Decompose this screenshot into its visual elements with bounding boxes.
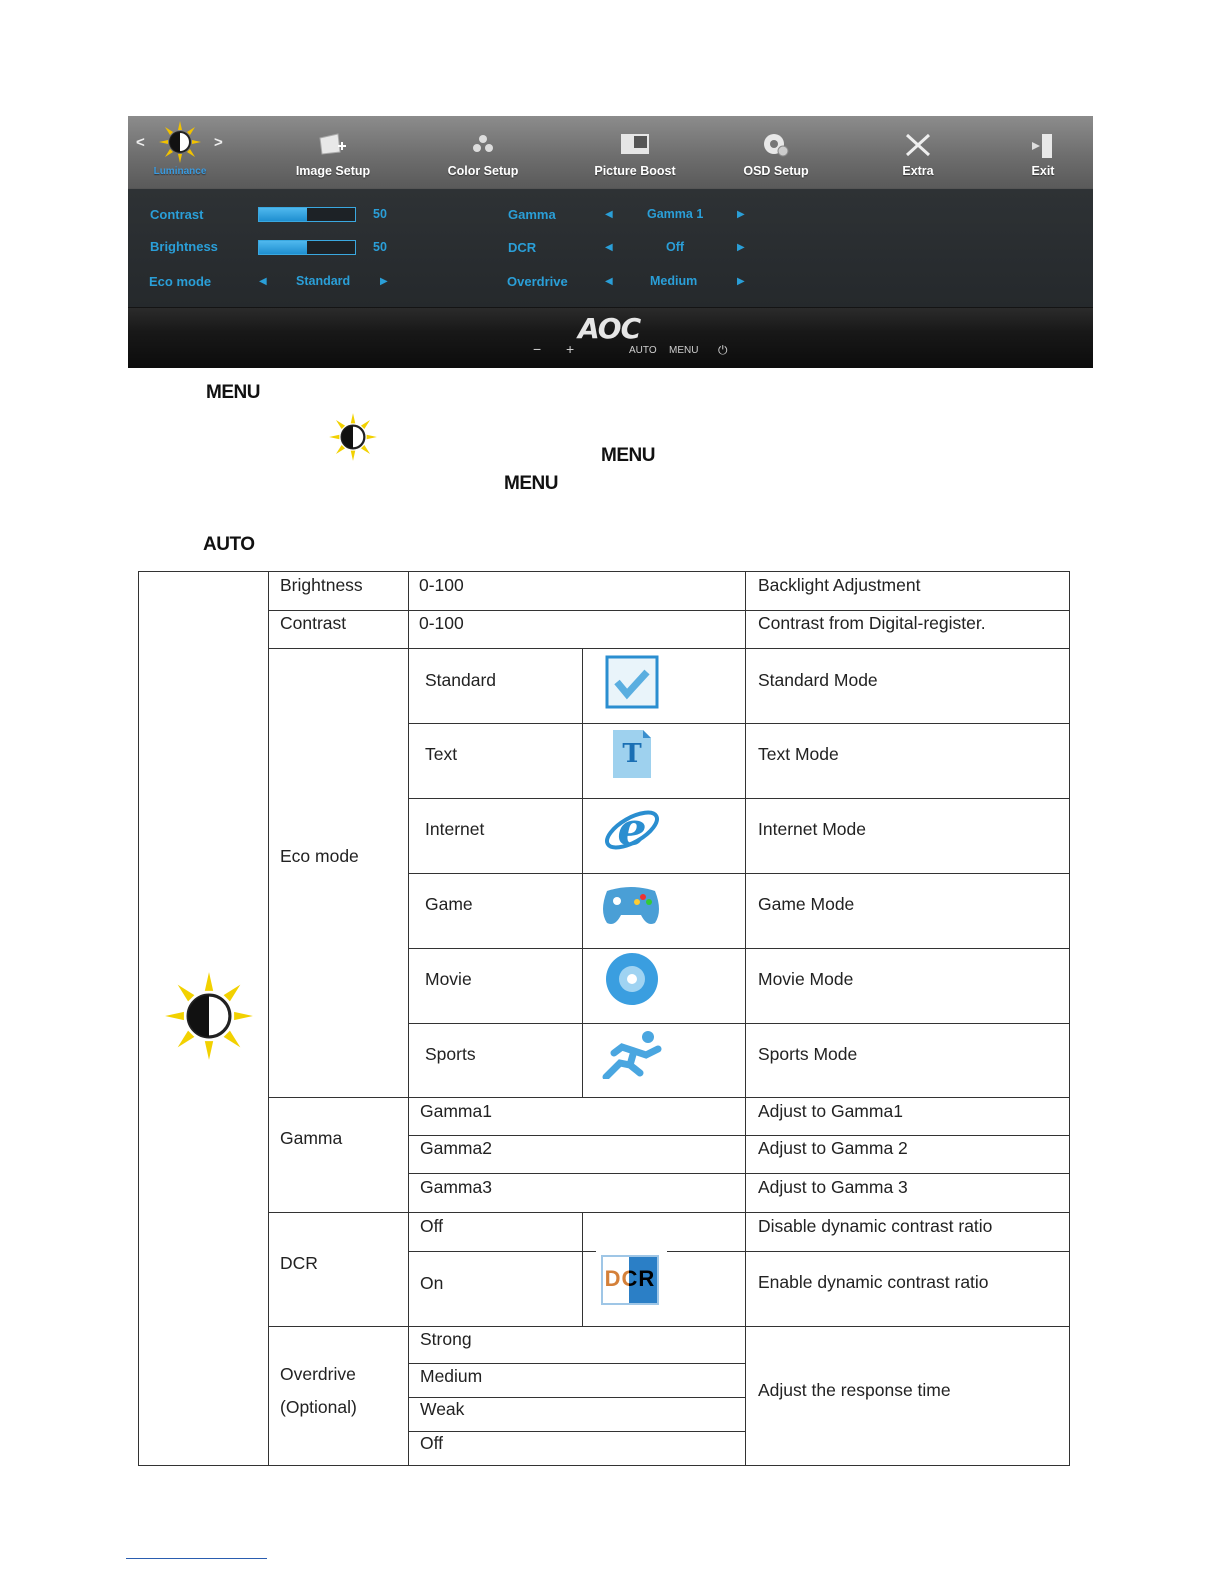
eco-mode-name: Internet <box>425 819 485 839</box>
eco-mode-name: Standard <box>425 670 497 690</box>
table-row <box>408 1431 746 1466</box>
brightness-slider-fill <box>259 241 307 254</box>
auto-button[interactable]: AUTO <box>629 345 657 356</box>
dcr-icon-text: DCR <box>604 1266 656 1291</box>
tab-label: Luminance <box>153 166 207 177</box>
tab-luminance[interactable] <box>138 116 222 188</box>
contrast-slider[interactable] <box>258 207 356 222</box>
eco-mode-item: Eco mode <box>280 846 359 866</box>
tab-label: Color Setup <box>447 164 519 178</box>
eco-mode-name: Game <box>425 894 473 914</box>
eco-mode-name: Sports <box>425 1044 476 1064</box>
text-mode-icon <box>611 728 653 785</box>
eco-mode-value: Standard <box>296 274 351 288</box>
overdrive-option: Off <box>420 1433 444 1453</box>
eco-mode-name: Text <box>425 744 458 764</box>
game-mode-icon <box>599 877 663 934</box>
eco-mode-desc: Sports Mode <box>758 1044 858 1064</box>
gamma-option: Gamma3 <box>420 1177 492 1197</box>
gamma-label: Gamma <box>508 207 556 222</box>
exit-icon <box>1030 132 1056 163</box>
dcr-right-arrow-icon[interactable]: ▶ <box>737 242 745 253</box>
eco-mode-left-arrow-icon[interactable]: ◀ <box>259 276 267 287</box>
menu-key-label: MENU <box>206 382 260 403</box>
tab-exit[interactable] <box>1008 116 1078 188</box>
eco-mode-desc: Standard Mode <box>758 670 878 690</box>
brightness-value: 50 <box>373 240 387 254</box>
overdrive-item: Overdrive <box>280 1364 356 1384</box>
tab-osd-setup[interactable] <box>726 116 826 188</box>
contrast-desc: Contrast from Digital-register. <box>758 613 986 633</box>
dcr-label: DCR <box>508 240 537 255</box>
tab-extra[interactable] <box>878 116 958 188</box>
tab-picture-boost[interactable] <box>584 116 686 188</box>
dcr-option-desc: Disable dynamic contrast ratio <box>758 1216 993 1236</box>
overdrive-value: Medium <box>650 274 698 288</box>
contrast-slider-fill <box>259 208 307 221</box>
dcr-left-arrow-icon[interactable]: ◀ <box>605 242 613 253</box>
overdrive-option: Medium <box>420 1366 483 1386</box>
brand-logo: AOC <box>578 312 641 345</box>
sun-contrast-icon <box>158 120 202 167</box>
overdrive-note: (Optional) <box>280 1397 357 1417</box>
overdrive-right-arrow-icon[interactable]: ▶ <box>737 276 745 287</box>
monitor-bezel <box>128 308 1093 368</box>
plus-button[interactable]: + <box>566 341 575 357</box>
contrast-label: Contrast <box>150 207 204 222</box>
tab-label: Image Setup <box>295 164 371 178</box>
luminance-settings-table <box>138 571 1070 1466</box>
dcr-option: Off <box>420 1216 444 1236</box>
eco-mode-desc: Text Mode <box>758 744 839 764</box>
osd-menu-screenshot <box>128 116 1093 368</box>
menu-button[interactable]: MENU <box>669 345 699 356</box>
svg-text:T: T <box>622 739 642 769</box>
picture-boost-icon <box>620 132 650 159</box>
divider <box>582 1251 596 1252</box>
eco-mode-label: Eco mode <box>149 274 212 289</box>
gamma-item-cell <box>268 1097 409 1213</box>
tab-image-setup[interactable] <box>283 116 383 188</box>
eco-mode-desc: Movie Mode <box>758 969 854 989</box>
gamma-value: Gamma 1 <box>647 207 704 221</box>
dcr-option: On <box>420 1273 444 1293</box>
tab-label: OSD Setup <box>743 164 809 178</box>
gamma-option: Gamma1 <box>420 1101 492 1121</box>
standard-mode-icon <box>605 654 659 715</box>
contrast-item: Contrast <box>280 613 347 633</box>
auto-key-label: AUTO <box>203 534 255 555</box>
sun-contrast-icon <box>163 970 255 1067</box>
internet-mode-icon <box>602 800 662 865</box>
movie-mode-icon <box>604 951 660 1012</box>
contrast-value: 50 <box>373 207 387 221</box>
table-icon-column <box>138 571 269 1466</box>
tab-color-setup[interactable] <box>433 116 533 188</box>
dcr-icon <box>601 1255 659 1305</box>
menu-key-label: MENU <box>601 445 655 466</box>
overdrive-left-arrow-icon[interactable]: ◀ <box>605 276 613 287</box>
table-cell <box>582 723 746 799</box>
overdrive-item-cell <box>268 1326 409 1466</box>
gamma-option-desc: Adjust to Gamma1 <box>758 1101 903 1121</box>
eco-mode-right-arrow-icon[interactable]: ▶ <box>380 276 388 287</box>
power-icon[interactable]: ⏻ <box>718 343 728 357</box>
eco-mode-desc: Internet Mode <box>758 819 866 839</box>
tab-label: Extra <box>902 164 934 178</box>
sports-mode-icon <box>600 1029 662 1084</box>
osd-menu-bar <box>128 116 1093 188</box>
brightness-item: Brightness <box>280 575 363 595</box>
dcr-value: Off <box>666 240 685 254</box>
contrast-range: 0-100 <box>419 613 464 633</box>
minus-button[interactable]: − <box>533 341 542 357</box>
gamma-option-desc: Adjust to Gamma 3 <box>758 1177 908 1197</box>
brightness-label: Brightness <box>150 239 218 254</box>
osd-settings-panel <box>128 188 1093 307</box>
image-setup-icon <box>318 132 348 159</box>
eco-mode-item-cell <box>268 648 409 1098</box>
brightness-slider[interactable] <box>258 240 356 255</box>
gamma-left-arrow-icon[interactable]: ◀ <box>605 209 613 220</box>
divider <box>667 1251 746 1252</box>
extra-icon <box>904 132 932 161</box>
overdrive-label: Overdrive <box>507 274 568 289</box>
footnote-separator <box>126 1558 267 1559</box>
gamma-item: Gamma <box>280 1128 343 1148</box>
gamma-option-desc: Adjust to Gamma 2 <box>758 1138 908 1158</box>
gamma-option: Gamma2 <box>420 1138 492 1158</box>
chevron-left-icon[interactable]: < <box>136 134 145 151</box>
color-setup-icon <box>471 132 495 159</box>
overdrive-desc: Adjust the response time <box>758 1380 951 1400</box>
tab-label: Picture Boost <box>594 164 676 178</box>
dcr-option-desc: Enable dynamic contrast ratio <box>758 1272 989 1292</box>
osd-setup-icon <box>761 132 791 161</box>
overdrive-option: Weak <box>420 1399 465 1419</box>
dcr-item: DCR <box>280 1253 318 1273</box>
svg-text:e: e <box>617 802 647 856</box>
chevron-right-icon[interactable]: > <box>214 134 223 151</box>
brightness-range: 0-100 <box>419 575 464 595</box>
brightness-desc: Backlight Adjustment <box>758 575 921 595</box>
tab-label: Exit <box>1031 164 1055 178</box>
eco-mode-desc: Game Mode <box>758 894 855 914</box>
menu-key-label: MENU <box>504 473 558 494</box>
overdrive-option: Strong <box>420 1329 472 1349</box>
gamma-right-arrow-icon[interactable]: ▶ <box>737 209 745 220</box>
eco-mode-name: Movie <box>425 969 472 989</box>
sun-contrast-icon <box>328 412 378 467</box>
